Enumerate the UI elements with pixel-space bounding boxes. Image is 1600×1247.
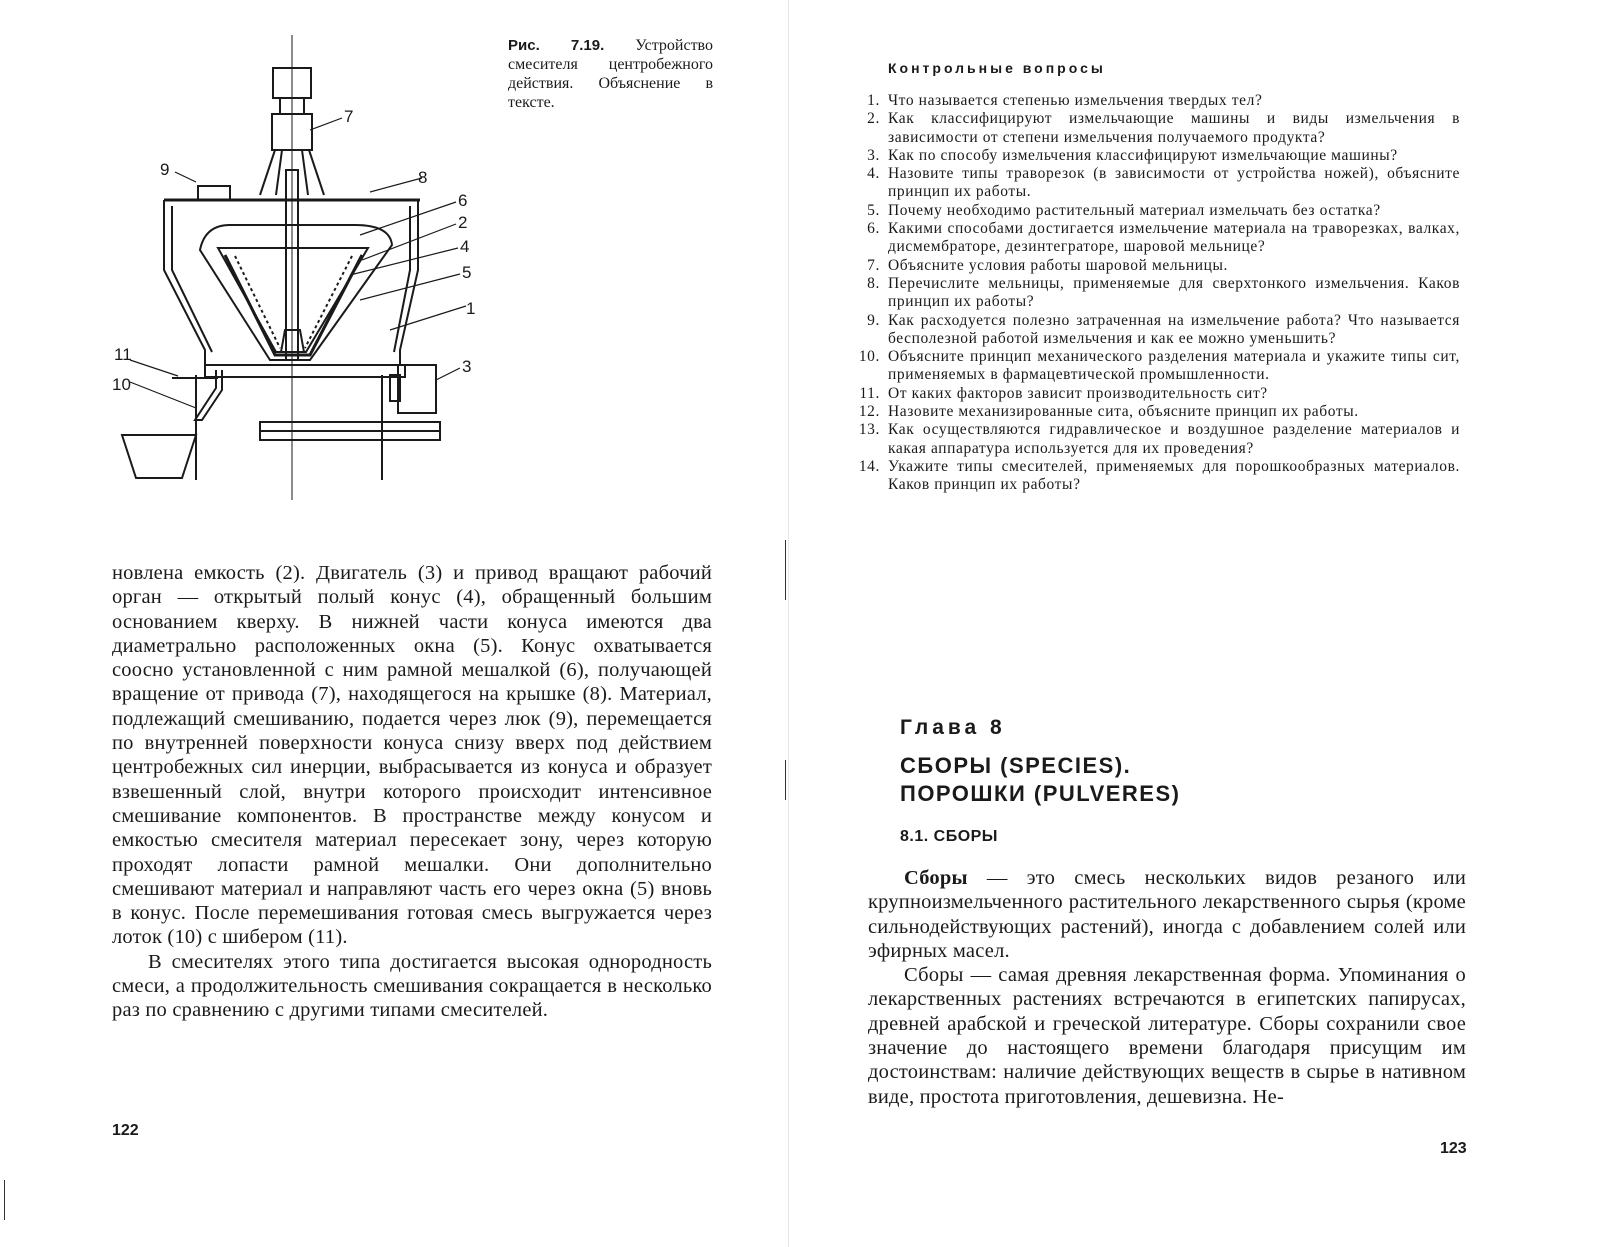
figure-label: 11	[114, 345, 132, 364]
question-item	[850, 403, 1460, 421]
question-text: Объясните принцип механического разделения материала и укажите типы сит, применяемых в фармацевтической промышленности.	[888, 348, 1460, 384]
term-definition: — это смесь нескольких видов резаного или крупноизмельченного растительного лекарственного сырья (кроме сильнодействующих растений), иногда с добавлением солей или эфирных масел.	[868, 867, 1466, 962]
figure-caption-text: Устройство смесителя центробежного действия. Объяснение в тексте.	[508, 37, 713, 111]
question-number: 9.	[867, 311, 880, 329]
question-number: 3.	[867, 146, 880, 164]
question-number: 10.	[858, 348, 880, 366]
question-number: 4.	[867, 165, 880, 183]
question-text: Почему необходимо растительный материал измельчать без остатка?	[888, 201, 1381, 219]
left-body-text	[112, 561, 712, 1023]
question-number: 6.	[867, 220, 880, 238]
question-number: 5.	[867, 201, 880, 219]
question-text: От каких факторов зависит производительность сит?	[888, 384, 1268, 402]
question-text: Что называется степенью измельчения твердых тел?	[888, 92, 1263, 109]
page-number: 123	[1440, 1140, 1467, 1157]
question-text: Назовите механизированные сита, объясните принцип их работы.	[888, 403, 1359, 421]
figure-label: 10	[112, 375, 131, 394]
question-item	[850, 275, 1460, 312]
question-text: Как осуществляются гидравлическое и воздушное разделение материалов и какая аппаратура используется для их проведения?	[888, 421, 1460, 457]
figure-label: 5	[462, 263, 472, 282]
figure-label: 3	[462, 357, 472, 376]
question-text: Перечислите мельницы, применяемые для сверхтонкого измельчения. Каков принцип их работы?	[888, 274, 1460, 311]
questions-heading: Контрольные вопросы	[888, 60, 1106, 76]
chapter-title-line: СБОРЫ (SPECIES).	[900, 753, 1132, 778]
figure-label: 1	[466, 299, 476, 318]
figure-caption	[508, 36, 713, 112]
chapter-title	[900, 752, 1180, 808]
question-item	[850, 312, 1460, 349]
question-text: Назовите типы траворезок (в зависимости от устройства ножей), объясните принцип их работы.	[888, 165, 1460, 201]
question-number: 8.	[867, 274, 880, 292]
body-paragraph: новлена емкость (2). Двигатель (3) и привод вращают рабочий орган — открытый полый конус (4), обращенный большим основанием кверху. В нижней части конуса имеются два диаметрально расположенных окна (5). Конус охватывается соосно установленной с ним рамной мешалкой (6), получающей вращение от привода (7), находящегося на крышке (8). Материал, подлежащий смешиванию, подается через люк (9), перемещается по внутренней поверхности конуса снизу вверх под действием центробежных сил инерции, выбрасывается из конуса и образует взвешенный слой, внутри которого происходит интенсивное смешивание компонентов. В пространстве между конусом и емкостью смесителя материал пересекает зону, через которую проходят лопасти рамной мешалки. Они дополнительно смешивают материал и направляют часть его через окна (5) вновь в конус. После перемешивания готовая смесь выгружается через лоток (10) с шибером (11).	[112, 562, 712, 949]
question-number: 14.	[858, 457, 880, 475]
body-paragraph: Сборы — самая древняя лекарственная форма. Упоминания о лекарственных растениях встречаются в египетских папирусах, древней арабской и греческой литературе. Сборы сохранили свое значение до настоящего времени благодаря присущим им достоинствам: наличие действующих веществ в сырье в нативном виде, простота приготовления, дешевизна. Не-	[868, 964, 1466, 1108]
figure-label: 4	[460, 237, 470, 256]
question-item	[850, 147, 1460, 165]
centrifugal-mixer-diagram	[100, 30, 500, 510]
left-page	[0, 0, 790, 1247]
figure-label: 2	[458, 213, 468, 232]
chapter-title-line: ПОРОШКИ (PULVERES)	[900, 781, 1181, 806]
figure-label: 8	[418, 168, 428, 187]
question-text: Объясните условия работы шаровой мельницы.	[888, 256, 1229, 274]
question-number: 12.	[858, 403, 880, 421]
question-text: Какими способами достигается измельчение материала на траворезках, валках, дисмембраторе, дезинтеграторе, шаровой мельнице?	[888, 220, 1460, 256]
question-item	[850, 385, 1460, 403]
question-item	[850, 165, 1460, 202]
question-text: Как по способу измельчения классифицируют измельчающие машины?	[888, 146, 1398, 164]
figure-label: 6	[458, 191, 468, 210]
section-title: 8.1. СБОРЫ	[900, 828, 998, 845]
figure-caption-number: Рис. 7.19.	[508, 37, 605, 54]
question-item	[850, 348, 1460, 385]
figure-label: 9	[160, 160, 170, 179]
question-item	[850, 257, 1460, 275]
term-bold: Сборы	[904, 867, 968, 889]
figure-label: 7	[344, 107, 354, 126]
question-text: Как классифицируют измельчающие машины и виды измельчения в зависимости от степени измельчения получаемого продукта?	[888, 110, 1460, 146]
question-number: 11.	[859, 384, 880, 402]
chapter-number: Глава 8	[900, 716, 1006, 739]
question-number: 1.	[867, 92, 880, 109]
body-paragraph: В смесителях этого типа достигается высокая однородность смеси, а продолжительность смешивания сокращается в несколько раз по сравнению с другими типами смесителей.	[112, 950, 712, 1022]
question-item	[850, 220, 1460, 257]
questions-list	[850, 92, 1460, 495]
body-paragraph	[868, 866, 1466, 963]
right-page	[790, 0, 1600, 1247]
question-item	[850, 421, 1460, 458]
question-text: Как расходуется полезно затраченная на измельчение работа? Что называется бесполезной работой измельчения и как ее можно уменьшить?	[888, 311, 1460, 347]
question-number: 2.	[867, 110, 880, 128]
question-number: 7.	[867, 256, 880, 274]
question-number: 13.	[858, 421, 880, 439]
right-body-text	[868, 866, 1466, 1109]
question-item	[850, 458, 1460, 495]
question-item	[850, 110, 1460, 147]
question-item	[850, 202, 1460, 220]
page-number: 122	[112, 1122, 139, 1139]
question-text: Укажите типы смесителей, применяемых для порошкообразных материалов. Каков принцип их работы?	[888, 457, 1460, 494]
question-item	[850, 92, 1460, 110]
